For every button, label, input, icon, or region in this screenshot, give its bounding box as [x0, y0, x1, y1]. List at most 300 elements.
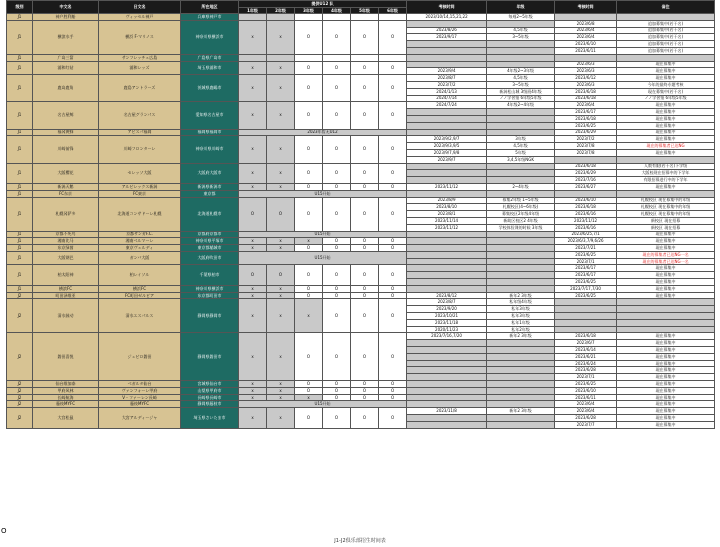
exam-time-cell [407, 285, 487, 292]
exam-time-cell: 2023/8/26 [407, 27, 487, 34]
col-level: 级别 [7, 1, 33, 14]
exam-time-cell: 2020/11/23 [407, 326, 487, 333]
u12-grade-2-mark: x [267, 394, 295, 401]
note-cell [617, 313, 715, 320]
u12-grade-5-mark [351, 54, 379, 61]
club-jp-name: 藤枝MYFC [99, 401, 181, 408]
u12-grade-2-mark: x [267, 387, 295, 394]
exam-time-2-cell: 2023/6/4 [555, 401, 617, 408]
u12-grade-1-mark [239, 54, 267, 61]
u12-grade-6-mark: O [379, 299, 407, 333]
col-grade-1: 1年级 [239, 8, 267, 14]
exam-grade-cell: 新年2 3年级 [487, 292, 555, 299]
u12-grade-6-mark: O [379, 102, 407, 129]
u12-grade-6-mark: O [379, 394, 407, 401]
table-row [7, 394, 715, 401]
club-level: J1 [7, 197, 33, 231]
exam-time-cell [407, 381, 487, 388]
club-jp-name: 東京ヴェルディ [99, 245, 181, 252]
club-cn-name: 仙台维加泰 [33, 381, 99, 388]
exam-time-2-cell [555, 326, 617, 333]
exam-grade-cell [487, 265, 555, 272]
exam-time-cell: 2023/9/7 [407, 156, 487, 163]
u12-grade-2-mark: x [267, 333, 295, 381]
club-region: 福岡県福岡市 [181, 129, 239, 136]
exam-time-cell: 2023/9/3,9/5 [407, 143, 487, 150]
u12-grade-3-mark: O [295, 292, 323, 299]
note-cell [617, 190, 715, 197]
exam-time-2-cell: 2023/6/11 [555, 394, 617, 401]
exam-time-cell: 2023/8/9 [407, 197, 487, 204]
u12-grade-2-mark: x [267, 75, 295, 102]
exam-time-cell: 2023/8/10 [407, 204, 487, 211]
u12-grade-5-mark: O [351, 292, 379, 299]
exam-time-2-cell: 2023/6/3 [555, 61, 617, 68]
club-jp-name: アビスパ福岡 [99, 129, 181, 136]
u12-grade-4-mark [323, 54, 351, 61]
exam-time-cell [407, 245, 487, 252]
club-region: 新潟県新潟市 [181, 183, 239, 190]
u12-grade-5-mark: O [351, 245, 379, 252]
club-region: 神奈川県平塚市 [181, 238, 239, 245]
club-cn-name: 横滨FC [33, 285, 99, 292]
exam-time-cell: 2023/8/7 [407, 299, 487, 306]
exam-time-cell: 2023/11/12 [407, 224, 487, 231]
col-u12-group: 提供U12 队 [239, 1, 407, 8]
club-jp-name: FC東京 [99, 190, 181, 197]
exam-time-cell [407, 401, 487, 408]
table-row [7, 129, 715, 136]
exam-time-2-cell: 2023/6/14 [555, 347, 617, 354]
club-region: 神奈川県川崎市 [181, 136, 239, 163]
club-cn-name: 新潟天鹅 [33, 183, 99, 190]
exam-grade-cell [487, 374, 555, 381]
table-row [7, 231, 715, 238]
u12-grade-4-mark: O [323, 394, 351, 401]
exam-grade-cell: 4,5年级 [487, 143, 555, 150]
exam-grade-cell [487, 129, 555, 136]
exam-grade-cell [487, 109, 555, 116]
exam-time-2-cell: 2023/6/18 [555, 88, 617, 95]
u12-grade-1-mark: x [239, 381, 267, 388]
u12-grade-4-mark: O [323, 238, 351, 245]
note-cell: 現在募集中 [617, 115, 715, 122]
exam-time-2-cell [555, 190, 617, 197]
u12-span-note: U15开始 [239, 231, 407, 238]
club-region: 宮城県仙台市 [181, 381, 239, 388]
u12-grade-1-mark: x [239, 61, 267, 75]
exam-time-2-cell: 2023/6/18 [555, 333, 617, 340]
exam-time-cell [407, 163, 487, 170]
note-cell: 現在募集中 [617, 360, 715, 367]
u12-grade-2-mark: x [267, 408, 295, 428]
exam-time-2-cell: 2023/6/4 [555, 408, 617, 415]
u12-grade-1-mark: x [239, 299, 267, 333]
club-level: J2 [7, 387, 33, 394]
club-jp-name: 横浜FC [99, 285, 181, 292]
club-cn-name: 大阪樱花 [33, 163, 99, 183]
u12-grade-1-mark: x [239, 285, 267, 292]
exam-grade-cell: 毎週2~5年级 [487, 14, 555, 21]
note-cell [617, 319, 715, 326]
club-cn-name: 甲府风林 [33, 387, 99, 394]
exam-grade-cell: 新助区校区2 4年级 [487, 217, 555, 224]
club-jp-name: 横浜 F·マリノス [99, 20, 181, 54]
exam-grade-cell: 3,4,5年级NGK [487, 156, 555, 163]
exam-grade-cell: 3~5年级 [487, 81, 555, 88]
note-cell: 現在募集中 [617, 183, 715, 190]
club-level: J2 [7, 408, 33, 428]
exam-time-cell: 2024/7/24 [407, 102, 487, 109]
u12-grade-1-mark [239, 14, 267, 21]
u12-grade-5-mark: O [351, 61, 379, 75]
exam-grade-cell [487, 258, 555, 265]
u12-grade-6-mark: O [379, 408, 407, 428]
club-cn-name: 鹿岛鹿角 [33, 75, 99, 102]
club-cn-name: 柏太阳神 [33, 265, 99, 285]
exam-grade-cell: 募集校区2年级4年级 [487, 211, 555, 218]
note-cell: 現在募集中 [617, 415, 715, 422]
club-jp-name: FC町田ゼルビア [99, 292, 181, 299]
u12-grade-5-mark: O [351, 183, 379, 190]
exam-time-2-cell: 2023/6/17 [555, 272, 617, 279]
club-level: J1 [7, 265, 33, 285]
u12-grade-6-mark: O [379, 265, 407, 285]
u12-grade-3-mark: x [295, 394, 323, 401]
table-row [7, 381, 715, 388]
exam-time-2-cell: 2023/6/16 [555, 224, 617, 231]
u12-grade-1-mark: x [239, 20, 267, 54]
exam-time-2-cell [555, 14, 617, 21]
col-grade-4: 4年级 [323, 8, 351, 14]
u12-grade-5-mark: O [351, 299, 379, 333]
col-jp-name: 日文名 [99, 1, 181, 14]
table-header [7, 1, 715, 14]
exam-grade-cell [487, 421, 555, 428]
club-level: J1 [7, 245, 33, 252]
club-jp-name: 京都サンガF.C. [99, 231, 181, 238]
u12-grade-2-mark: x [267, 285, 295, 292]
exam-time-cell [407, 340, 487, 347]
u12-grade-3-mark: x [295, 238, 323, 245]
note-cell: 新校区 現在招募 [617, 224, 715, 231]
note-cell: 現在募集中 [617, 333, 715, 340]
exam-time-2-cell [555, 156, 617, 163]
exam-time-cell: 2023/10/14,15,21,22 [407, 14, 487, 21]
u12-grade-1-mark: x [239, 387, 267, 394]
table-row [7, 265, 715, 272]
exam-grade-cell: 5年级 [487, 149, 555, 156]
u12-span-note: 2023年暂无U12 [239, 129, 407, 136]
club-cn-name: 札幌冈萨多 [33, 197, 99, 231]
u12-grade-6-mark: O [379, 75, 407, 102]
exam-grade-cell [487, 190, 555, 197]
u12-grade-5-mark: O [351, 75, 379, 102]
exam-time-cell: 2023/8/1 [407, 211, 487, 218]
exam-time-cell [407, 258, 487, 265]
club-level: J2 [7, 292, 33, 299]
exam-time-2-cell: 2023/6/28 [555, 367, 617, 374]
club-jp-name: 清水エスパルス [99, 299, 181, 333]
club-region: 静岡県磐田市 [181, 333, 239, 381]
club-region: 大阪府吹田市 [181, 251, 239, 265]
note-cell: 現在的募集者已达NG一名 [617, 251, 715, 258]
recruitment-table [6, 0, 715, 429]
u12-grade-2-mark: x [267, 61, 295, 75]
exam-time-cell [407, 374, 487, 381]
exam-grade-cell: 私年3年级 [487, 306, 555, 313]
u12-grade-3-mark: O [295, 20, 323, 54]
note-cell: 札幌校区 现在募集中的年级 [617, 211, 715, 218]
club-jp-name: V・ファーレン長崎 [99, 394, 181, 401]
u12-grade-3-mark: O [295, 408, 323, 428]
exam-time-2-cell: 2023/6/18 [555, 115, 617, 122]
club-region: 北海道札幌市 [181, 197, 239, 231]
table-row [7, 387, 715, 394]
u12-grade-2-mark: x [267, 136, 295, 163]
club-region: 山梨県甲府市 [181, 387, 239, 394]
u12-grade-3-mark: O [295, 333, 323, 381]
u12-grade-6-mark: O [379, 387, 407, 394]
exam-grade-cell [487, 177, 555, 184]
table-row [7, 183, 715, 190]
exam-time-2-cell: 2023/6/21 [555, 353, 617, 360]
exam-time-2-cell: 2023/7/16 [555, 177, 617, 184]
u12-grade-1-mark: x [239, 333, 267, 381]
exam-time-cell [407, 347, 487, 354]
exam-time-cell [407, 387, 487, 394]
table-row [7, 61, 715, 68]
note-cell: 現在募集中 [617, 347, 715, 354]
club-cn-name: 神户胜利船 [33, 14, 99, 21]
u12-grade-1-mark: x [239, 102, 267, 129]
u12-grade-2-mark: x [267, 292, 295, 299]
exam-time-cell [407, 122, 487, 129]
exam-time-cell [407, 47, 487, 54]
note-cell [617, 326, 715, 333]
club-level: J1 [7, 183, 33, 190]
recruitment-sheet [1, 0, 714, 544]
table-body [7, 14, 715, 429]
u12-grade-3-mark: O [295, 61, 323, 75]
club-jp-name: ベガルタ仙台 [99, 381, 181, 388]
exam-grade-cell [487, 231, 555, 238]
exam-grade-cell [487, 238, 555, 245]
u12-grade-2-mark: O [267, 265, 295, 285]
exam-time-2-cell: 2023/6/25 [555, 279, 617, 286]
u12-grade-5-mark: O [351, 394, 379, 401]
note-cell: 現在募集中 [617, 408, 715, 415]
club-region: 大阪府大阪市 [181, 163, 239, 183]
u12-grade-2-mark: x [267, 163, 295, 183]
note-cell: 現在募集中 [617, 381, 715, 388]
exam-time-cell: 2024/7/14 [407, 95, 487, 102]
exam-time-cell [407, 20, 487, 27]
u12-grade-3-mark [295, 14, 323, 21]
note-cell: 新校区 現在招募 [617, 217, 715, 224]
note-cell [617, 156, 715, 163]
note-cell: 大阪校现在招募中的下学年 [617, 170, 715, 177]
exam-grade-cell: 新年2 3年级 [487, 333, 555, 340]
exam-time-cell [407, 415, 487, 422]
exam-time-2-cell: 2023/6/25 [555, 292, 617, 299]
u12-grade-2-mark: x [267, 20, 295, 54]
club-cn-name: 京都不死鸟 [33, 231, 99, 238]
exam-time-2-cell: 2023/6/10 [555, 41, 617, 48]
table-row [7, 333, 715, 340]
u12-grade-1-mark: x [239, 183, 267, 190]
exam-time-2-cell: 2023/6/4 [555, 27, 617, 34]
exam-grade-cell [487, 47, 555, 54]
col-exam-time-2: 考核时间 [555, 1, 617, 14]
u12-grade-1-mark: x [239, 394, 267, 401]
club-level: J1 [7, 54, 33, 61]
note-cell: 現在募集中 [617, 340, 715, 347]
u12-grade-5-mark: O [351, 333, 379, 381]
u12-grade-2-mark [267, 14, 295, 21]
u12-grade-6-mark [379, 14, 407, 21]
exam-grade-cell: 私年3年级 [487, 313, 555, 320]
exam-time-2-cell: 2023/6/10 [555, 387, 617, 394]
club-region: 广島県广岛市 [181, 54, 239, 61]
club-cn-name: 湘南比马 [33, 238, 99, 245]
u12-grade-5-mark: O [351, 20, 379, 54]
exam-time-cell [407, 190, 487, 197]
exam-time-cell [407, 41, 487, 48]
exam-time-cell [407, 421, 487, 428]
table-row [7, 401, 715, 408]
u12-grade-4-mark: O [323, 75, 351, 102]
exam-grade-cell [487, 20, 555, 27]
club-level: J1 [7, 163, 33, 183]
club-level: J1 [7, 190, 33, 197]
u12-grade-6-mark: O [379, 163, 407, 183]
club-jp-name: ヴァンフォーレ甲府 [99, 387, 181, 394]
exam-time-cell: 2023/9/2,9/7 [407, 136, 487, 143]
note-cell: 現在募集中 [617, 265, 715, 272]
club-region: 神奈川県横浜市 [181, 20, 239, 54]
club-region: 埼玉県浦和市 [181, 61, 239, 75]
note-cell: 人数有限(若干名)下学级 [617, 163, 715, 170]
exam-time-cell: 2023/7/16,7/20 [407, 333, 487, 340]
note-cell: 現在募集中 [617, 75, 715, 82]
u12-grade-3-mark: O [295, 285, 323, 292]
exam-time-2-cell [555, 306, 617, 313]
u12-grade-5-mark: O [351, 197, 379, 231]
exam-grade-cell: 4,5年级 [487, 27, 555, 34]
u12-grade-3-mark: x [295, 299, 323, 333]
exam-time-cell: 2023/9/17 [407, 34, 487, 41]
u12-grade-4-mark [323, 14, 351, 21]
exam-grade-cell [487, 245, 555, 252]
table-caption: J1-J2俱乐部招生时间表 [334, 538, 386, 544]
exam-time-cell: 2023/11/12 [407, 183, 487, 190]
u12-grade-5-mark: O [351, 285, 379, 292]
exam-time-cell [407, 170, 487, 177]
club-cn-name: 横滨水手 [33, 20, 99, 54]
club-level: J1 [7, 231, 33, 238]
exam-grade-cell [487, 251, 555, 258]
note-cell: 現在募集中 [617, 68, 715, 75]
club-cn-name: 大阪钢巴 [33, 251, 99, 265]
exam-grade-cell: 私年1年级 [487, 319, 555, 326]
note-cell: 追加募集中(若干名) [617, 20, 715, 27]
u12-grade-3-mark: O [295, 387, 323, 394]
exam-time-2-cell: 2023/6/17 [555, 109, 617, 116]
exam-grade-cell [487, 61, 555, 68]
club-jp-name: 北海道コンサドーレ札幌 [99, 197, 181, 231]
exam-time-cell: 2023/8/12 [407, 292, 487, 299]
exam-time-2-cell: 2023/6/25 [555, 381, 617, 388]
club-region: 埼玉県さいたま市 [181, 408, 239, 428]
u12-grade-4-mark: O [323, 183, 351, 190]
club-jp-name: 大宮アルディージャ [99, 408, 181, 428]
table-row [7, 197, 715, 204]
club-region: 东京都町田市 [181, 292, 239, 299]
exam-time-cell [407, 61, 487, 68]
exam-time-2-cell: 2023/7/1 [555, 258, 617, 265]
exam-time-2-cell: 2023/7/17,7/30 [555, 285, 617, 292]
u12-grade-1-mark: O [239, 197, 267, 231]
exam-time-cell [407, 109, 487, 116]
u12-grade-2-mark: x [267, 381, 295, 388]
club-level: J1 [7, 251, 33, 265]
exam-time-2-cell: 2023/11/12 [555, 217, 617, 224]
note-cell: 現在的募集者已达NG [617, 143, 715, 150]
note-cell: 現在募集中(若干名) [617, 88, 715, 95]
club-jp-name: 柏レイソル [99, 265, 181, 285]
note-cell: 現在募集中 [617, 374, 715, 381]
u12-grade-1-mark: x [239, 136, 267, 163]
club-cn-name: 福冈黄蜂 [33, 129, 99, 136]
exam-time-cell: 2023/7/2 [407, 81, 487, 88]
exam-time-2-cell: 2023/6/3 [555, 68, 617, 75]
u12-grade-4-mark: O [323, 245, 351, 252]
note-cell [617, 299, 715, 306]
exam-time-cell: 2023/9/20 [407, 306, 487, 313]
note-cell [617, 14, 715, 21]
table-row [7, 54, 715, 61]
u12-grade-1-mark: x [239, 75, 267, 102]
exam-time-2-cell: 2023/7/7 [555, 421, 617, 428]
club-level: J2 [7, 394, 33, 401]
u12-grade-4-mark: O [323, 387, 351, 394]
u12-grade-2-mark: x [267, 183, 295, 190]
u12-grade-3-mark: O [295, 102, 323, 129]
note-cell: 札幌校区 现在募集中的年级 [617, 204, 715, 211]
table-row [7, 238, 715, 245]
table-row [7, 190, 715, 197]
exam-time-2-cell [555, 319, 617, 326]
u12-grade-4-mark: O [323, 136, 351, 163]
u12-grade-6-mark: O [379, 136, 407, 163]
exam-time-cell [407, 231, 487, 238]
u12-grade-6-mark: O [379, 292, 407, 299]
table-row [7, 299, 715, 306]
club-cn-name: 川崎前锋 [33, 136, 99, 163]
exam-grade-cell: 4,5年级 [487, 75, 555, 82]
col-grade-3: 3年级 [295, 8, 323, 14]
exam-time-2-cell [555, 54, 617, 61]
exam-grade-cell: 札幌校区(4~6年级) [487, 204, 555, 211]
exam-time-cell [407, 367, 487, 374]
table-row [7, 136, 715, 143]
exam-time-2-cell: 2023/6/24 [555, 360, 617, 367]
club-level: J2 [7, 333, 33, 381]
note-cell: 現在募集中 [617, 245, 715, 252]
u12-grade-3-mark: O [295, 197, 323, 231]
u12-grade-4-mark: O [323, 299, 351, 333]
